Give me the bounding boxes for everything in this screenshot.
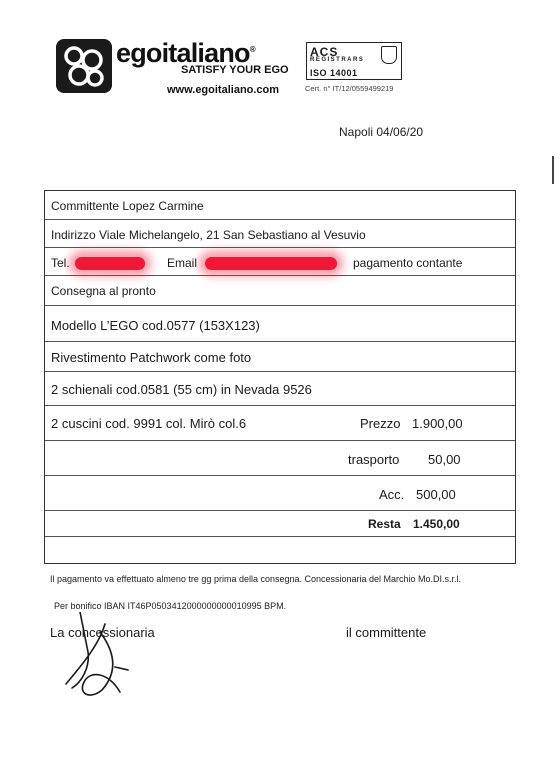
brand-name: egoitaliano® — [116, 38, 255, 68]
shield-icon — [381, 46, 397, 64]
scan-edge-mark — [552, 156, 554, 184]
row-trasporto — [45, 441, 515, 476]
signature-label-client: il committente — [346, 625, 427, 640]
email-label: Email — [167, 256, 198, 270]
rivestimento-text: Rivestimento Patchwork come foto — [51, 350, 252, 365]
document-date: Napoli 04/06/20 — [339, 125, 424, 139]
row-resta — [45, 511, 515, 537]
indirizzo-text: Indirizzo Viale Michelangelo, 21 San Sebastiano al Vesuvio — [51, 228, 366, 242]
schienali-text: 2 schienali cod.0581 (55 cm) in Nevada 9526 — [51, 382, 312, 397]
row-consegna — [45, 276, 515, 306]
row-rivestimento — [45, 342, 515, 372]
cert-number: Cert. n° IT/12/0559499219 — [305, 84, 394, 93]
iban-note: Per bonifico IBAN IT46P0503412000000000010995 BPM. — [54, 601, 287, 611]
row-cuscini — [45, 406, 515, 441]
cuscini-text: 2 cuscini cod. 9991 col. Mirò col.6 — [51, 416, 247, 431]
acconto-value: 500,00 — [416, 487, 456, 502]
modello-text: Modello L’EGO cod.0577 (153X123) — [51, 318, 260, 333]
brand-tagline: SATISFY YOUR EGO — [181, 64, 289, 76]
acconto-label: Acc. — [379, 487, 405, 502]
tel-redaction — [75, 257, 145, 270]
ego-logo-icon — [55, 38, 113, 94]
tel-label: Tel. — [51, 256, 70, 270]
handwritten-signature — [60, 612, 150, 702]
prezzo-value: 1.900,00 — [412, 416, 463, 431]
signature-label-dealer: La concessionaria — [50, 625, 155, 640]
row-acconto — [45, 476, 515, 511]
consegna-text: Consegna al pronto — [51, 284, 156, 298]
acs-certification-badge — [306, 42, 402, 80]
row-contacts — [45, 248, 515, 276]
row-modello — [45, 306, 515, 342]
acs-logo: ACS — [310, 45, 339, 59]
website-link[interactable]: www.egoitaliano.com — [167, 84, 280, 96]
email-redaction — [205, 257, 337, 270]
trasporto-value: 50,00 — [428, 452, 461, 467]
iso-standard: ISO 14001 — [310, 68, 358, 78]
row-indirizzo — [45, 220, 515, 248]
acs-registrars: REGISTRARS — [310, 57, 365, 63]
order-form-table — [44, 190, 516, 564]
row-schienali — [45, 372, 515, 406]
trasporto-label: trasporto — [348, 452, 400, 467]
row-committente — [45, 191, 515, 220]
prezzo-label: Prezzo — [360, 416, 401, 431]
pagamento-text: pagamento contante — [353, 256, 463, 270]
payment-terms-note: Il pagamento va effettuato almeno tre gg prima della consegna. Concessionaria del Marchio Mo.DI.s.r.l. — [50, 574, 462, 584]
resta-label: Resta — [368, 517, 401, 531]
committente-text: Committente Lopez Carmine — [51, 199, 204, 213]
resta-value: 1.450,00 — [413, 517, 460, 531]
row-empty — [45, 537, 515, 563]
